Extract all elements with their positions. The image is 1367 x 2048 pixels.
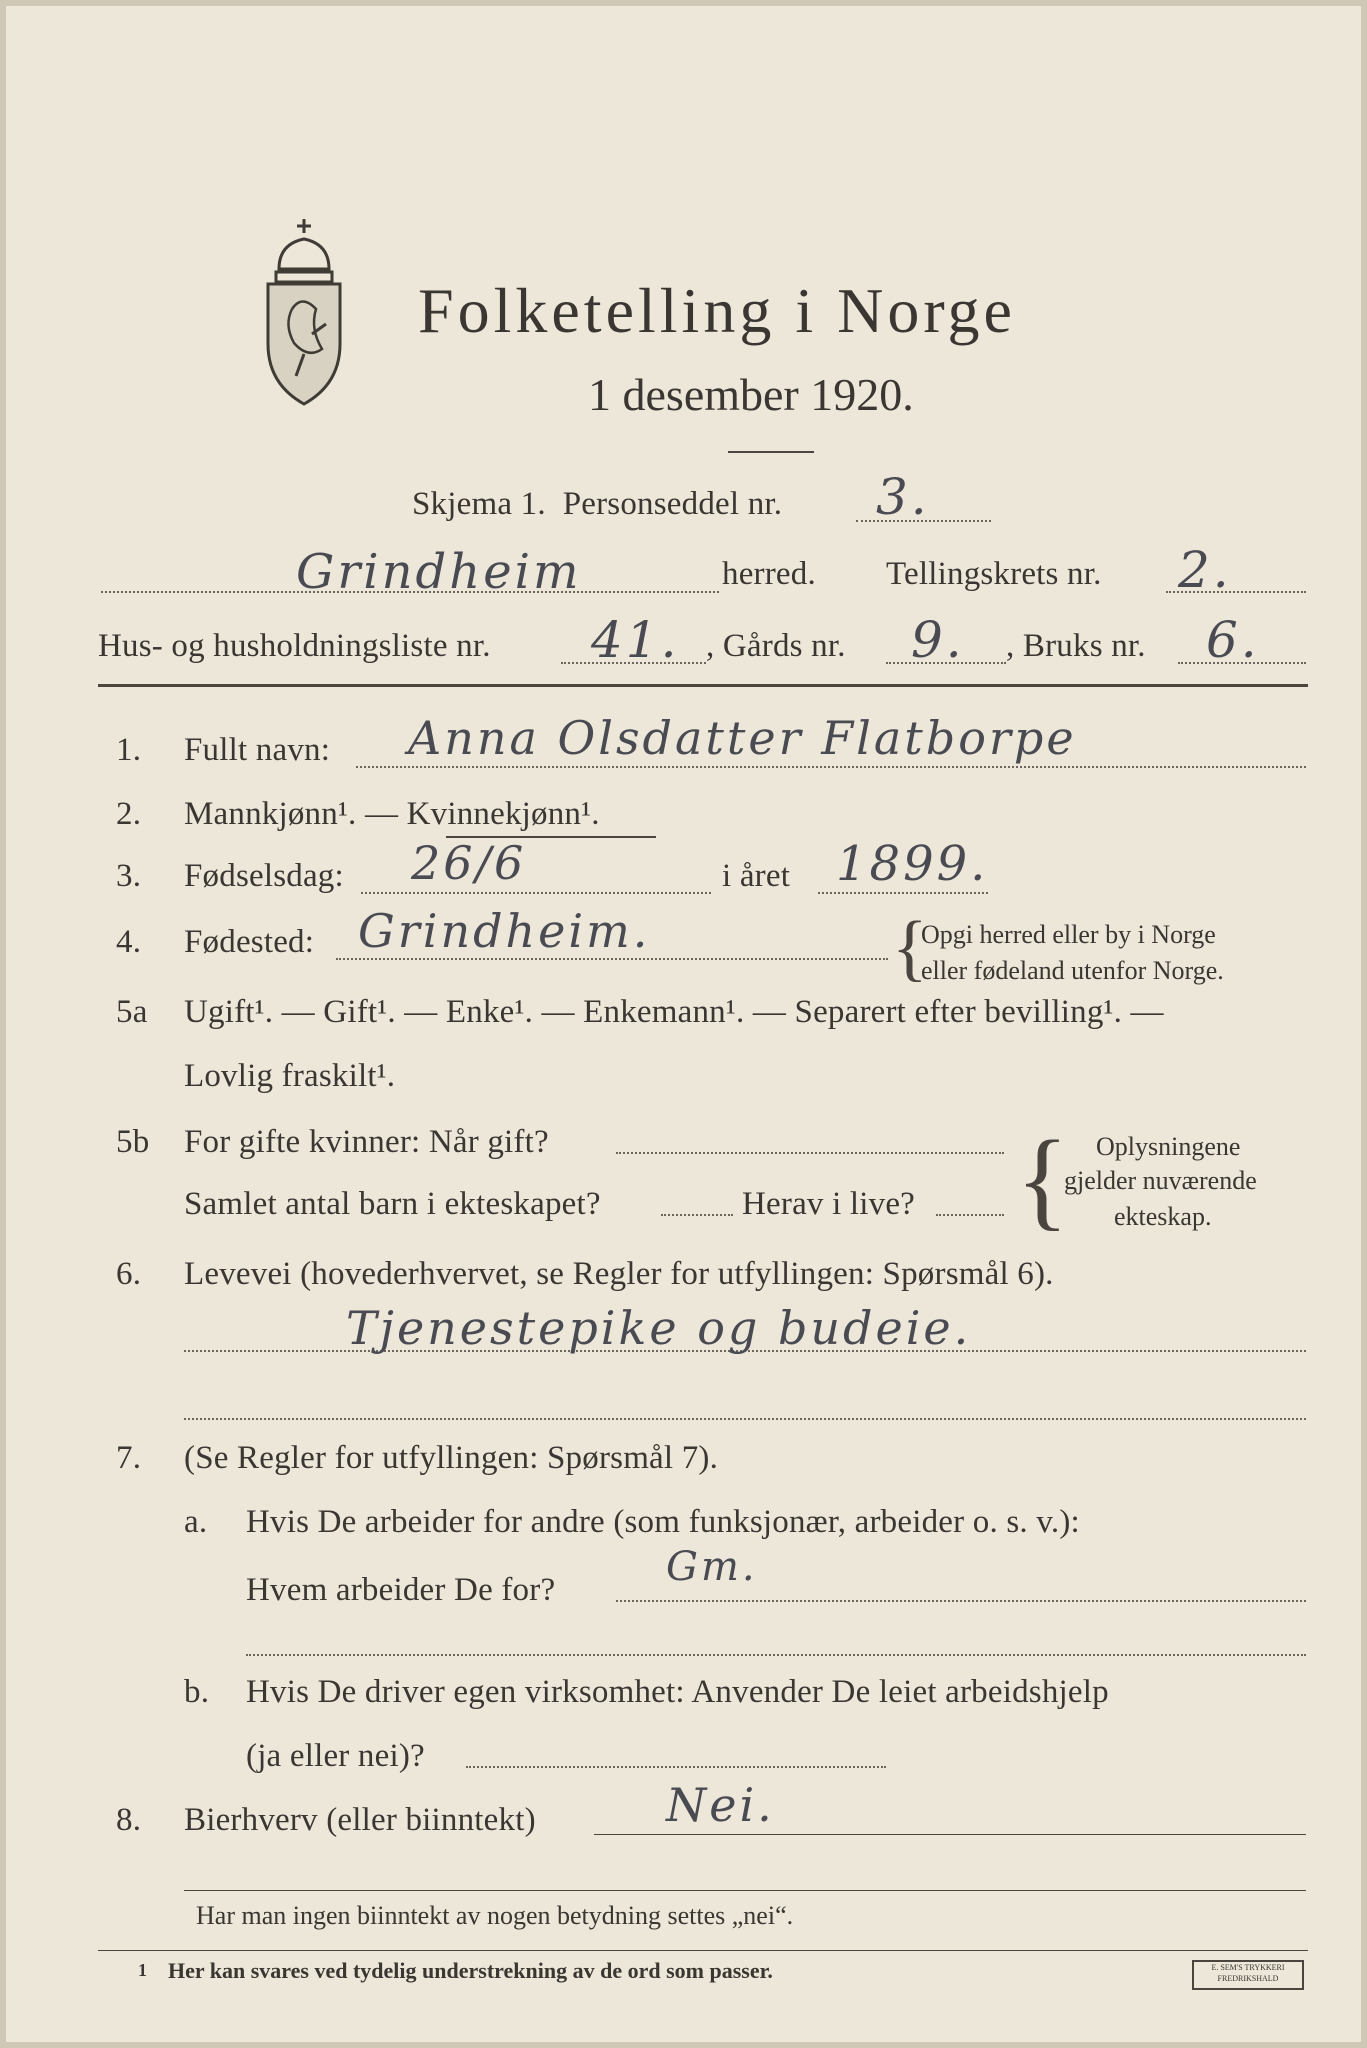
q5b-line-2b: Herav i live? <box>742 1186 916 1222</box>
husliste-value: 41. <box>591 611 680 669</box>
q3-value: 26/6 <box>411 836 527 890</box>
coat-of-arms-icon <box>254 214 354 414</box>
q1-value: Anna Olsdatter Flatborpe <box>408 711 1077 765</box>
q7a-number: a. <box>184 1504 208 1540</box>
q5b-note-3: ekteskap. <box>1114 1202 1212 1231</box>
footnote-number: 1 <box>138 1960 147 1980</box>
q5b-number: 5b <box>116 1124 150 1160</box>
q4-number: 4. <box>116 924 142 960</box>
footer-divider <box>184 1890 1306 1891</box>
q6-number: 6. <box>116 1256 142 1292</box>
q7b-line-2: (ja eller nei)? <box>246 1738 425 1774</box>
gards-label: , Gårds nr. <box>706 628 846 664</box>
skjema-label: Skjema 1. Personseddel nr. <box>412 486 783 522</box>
q6-label: Levevei (hovederhvervet, se Regler for utfyllingen: Spørsmål 6). <box>184 1256 1054 1292</box>
q5b-line-1: For gifte kvinner: Når gift? <box>184 1124 549 1160</box>
q5a-number: 5a <box>116 994 148 1030</box>
q4-brace: { <box>892 907 928 989</box>
q5b-alive-line <box>936 1214 1004 1216</box>
q3-number: 3. <box>116 858 142 894</box>
q3-year-label: i året <box>722 858 791 894</box>
q5b-note-1: Oplysningene <box>1096 1132 1241 1161</box>
q7b-line <box>466 1766 886 1768</box>
q7a-line-1: Hvis De arbeider for andre (som funksjonær, arbeider o. s. v.): <box>246 1504 1080 1540</box>
footnote-text: Her kan svares ved tydelig understrekning av de ord som passer. <box>168 1958 773 1983</box>
form-title: Folketelling i Norge <box>418 275 1016 346</box>
q2-label: Mannkjønn¹. — Kvinnekjønn¹. <box>184 796 600 832</box>
q5b-married-line <box>616 1152 1004 1154</box>
q5b-note-2: gjelder nuværende <box>1064 1166 1257 1195</box>
gards-value: 9. <box>911 611 965 669</box>
footnote-divider <box>98 1950 1308 1951</box>
husliste-label: Hus- og husholdningsliste nr. <box>98 628 491 664</box>
q5a-line-1: Ugift¹. — Gift¹. — Enke¹. — Enkemann¹. — Separert efter bevilling¹. — <box>184 994 1164 1030</box>
q6-value: Tjenestepike og budeie. <box>346 1301 972 1355</box>
q7a-line-2 <box>246 1654 1306 1656</box>
q3-line <box>361 892 711 894</box>
q8-line <box>594 1834 1306 1835</box>
q7b-number: b. <box>184 1674 210 1710</box>
q6-line-2 <box>184 1418 1306 1420</box>
personseddel-value: 3. <box>876 468 930 526</box>
herred-value: Grindheim <box>296 544 582 600</box>
q8-number: 8. <box>116 1802 142 1838</box>
q1-line <box>356 766 1306 768</box>
q3-year-value: 1899. <box>836 836 989 892</box>
q1-number: 1. <box>116 732 142 768</box>
q4-label: Fødested: <box>184 924 315 960</box>
footer-note: Har man ingen biinntekt av nogen betydning settes „nei“. <box>196 1901 794 1930</box>
header-divider <box>98 684 1308 687</box>
q8-label: Bierhverv (eller biinntekt) <box>184 1802 536 1838</box>
q7a-value: Gm. <box>666 1544 758 1590</box>
tellingskrets-value: 2. <box>1178 541 1232 599</box>
bruks-label: , Bruks nr. <box>1006 628 1146 664</box>
q7a-line-2: Hvem arbeider De for? <box>246 1572 556 1608</box>
q7-label: (Se Regler for utfyllingen: Spørsmål 7). <box>184 1440 719 1476</box>
q1-label: Fullt navn: <box>184 732 331 768</box>
title-divider <box>728 451 814 453</box>
census-date: 1 desember 1920. <box>588 369 914 420</box>
q2-number: 2. <box>116 796 142 832</box>
q5b-line-2a: Samlet antal barn i ekteskapet? <box>184 1186 601 1222</box>
q4-note-2: eller fødeland utenfor Norge. <box>921 956 1224 985</box>
q7b-line-1: Hvis De driver egen virksomhet: Anvender De leiet arbeidshjelp <box>246 1674 1109 1710</box>
q7-number: 7. <box>116 1440 142 1476</box>
herred-label: herred. <box>722 556 816 592</box>
q8-value: Nei. <box>666 1778 775 1832</box>
bruks-value: 6. <box>1206 611 1260 669</box>
tellingskrets-label: Tellingskrets nr. <box>886 556 1102 592</box>
q5b-brace: { <box>1016 1118 1069 1240</box>
q4-value: Grindheim. <box>358 904 651 958</box>
q4-line <box>336 958 888 960</box>
q7a-line <box>616 1600 1306 1602</box>
q3-year-line <box>818 892 988 894</box>
q4-note-1: Opgi herred eller by i Norge <box>921 920 1216 949</box>
q3-label: Fødselsdag: <box>184 858 344 894</box>
q5b-children-line <box>661 1214 733 1216</box>
printer-stamp: E. SEM'S TRYKKERI FREDRIKSHALD <box>1192 1960 1304 1990</box>
q5a-line-2: Lovlig fraskilt¹. <box>184 1058 396 1094</box>
